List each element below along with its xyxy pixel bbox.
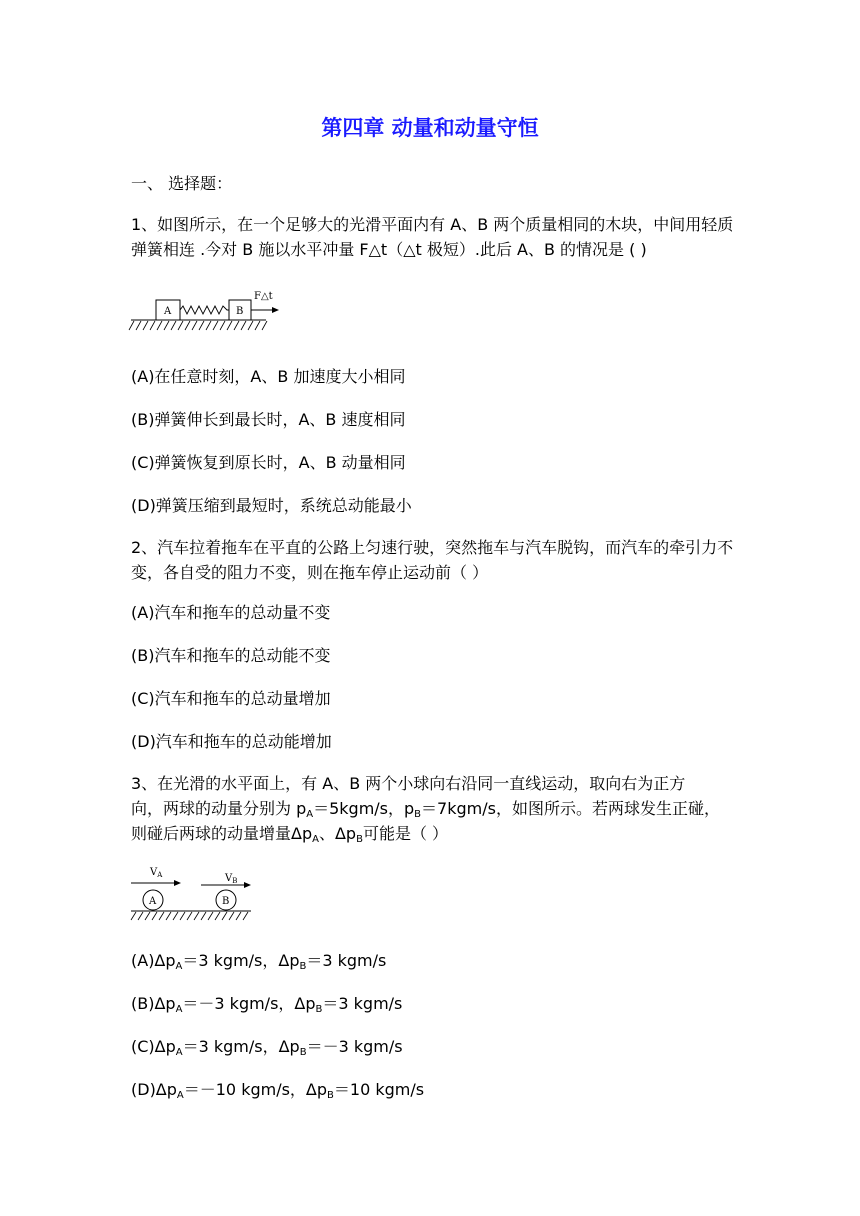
q2-option-b: (B)汽车和拖车的总动能不变 bbox=[131, 646, 331, 665]
q1-option-a: (A)在任意时刻，A、B 加速度大小相同 bbox=[131, 367, 406, 386]
q2-option-a: (A)汽车和拖车的总动量不变 bbox=[131, 603, 331, 622]
ball-b-label: B bbox=[222, 896, 230, 907]
q1-option-b: (B)弹簧伸长到最长时，A、B 速度相同 bbox=[131, 410, 406, 429]
velocity-b-label: $V_B$ bbox=[225, 873, 238, 885]
page-title: 第四章 动量和动量守恒 bbox=[321, 116, 539, 140]
question-2-text: 2、汽车拉着拖车在平直的公路上匀速行驶，突然拖车与汽车脱钩，而汽车的牵引力不变，各自受的阻力不变，则在拖车停止运动前（ ） bbox=[131, 538, 734, 582]
question-3-line-1: 3、在光滑的水平面上，有 A、B 两个小球向右沿同一直线运动，取向右为正方 bbox=[131, 774, 686, 793]
question-1-figure bbox=[128, 286, 288, 332]
question-3-line-2: 向，两球的动量分别为 $p_A=5kgm/s$，$p_B=7kgm/s$，如图所示。若两球发生正碰， bbox=[131, 799, 720, 820]
block-a-label: A bbox=[164, 306, 172, 317]
q2-option-d: (D)汽车和拖车的总动能增加 bbox=[131, 732, 332, 751]
ball-a-label: A bbox=[149, 896, 157, 907]
velocity-a-label: $V_A$ bbox=[150, 867, 163, 879]
q3-option-a: $(A)\Delta p_A=3$ kgm/s，$\Delta p_B=3$ kgm/s bbox=[131, 951, 387, 972]
question-1-text: 1、如图所示，在一个足够大的光滑平面内有 A、B 两个质量相同的木块，中间用轻质弹簧相连 .今对 B 施以水平冲量 F△t（△t 极短）.此后 A、B 的情况是 ( ) bbox=[131, 215, 734, 259]
question-3-figure bbox=[128, 862, 258, 924]
impulse-label: F△t bbox=[254, 291, 273, 302]
block-b-label: B bbox=[236, 306, 244, 317]
section-heading: 一、 选择题： bbox=[131, 174, 233, 193]
question-3-line-3: 则碰后两球的动量增量$\Delta p_A$、$\Delta p_B$可能是（ ） bbox=[131, 824, 449, 845]
spring bbox=[180, 306, 229, 314]
q1-option-c: (C)弹簧恢复到原长时，A、B 动量相同 bbox=[131, 453, 406, 472]
q3-option-b: $(B)\Delta p_A=-3$ kgm/s，$\Delta p_B=3$ kgm/s bbox=[131, 994, 403, 1015]
q3-option-d: $(D)\Delta p_A=-10$ kgm/s，$\Delta p_B=10$ kgm/s bbox=[131, 1080, 425, 1101]
q2-option-c: (C)汽车和拖车的总动量增加 bbox=[131, 689, 331, 708]
q1-option-d: (D)弹簧压缩到最短时，系统总动能最小 bbox=[131, 496, 412, 515]
q3-option-c: $(C)\Delta p_A=3$ kgm/s，$\Delta p_B=-3$ kgm/s bbox=[131, 1037, 403, 1058]
